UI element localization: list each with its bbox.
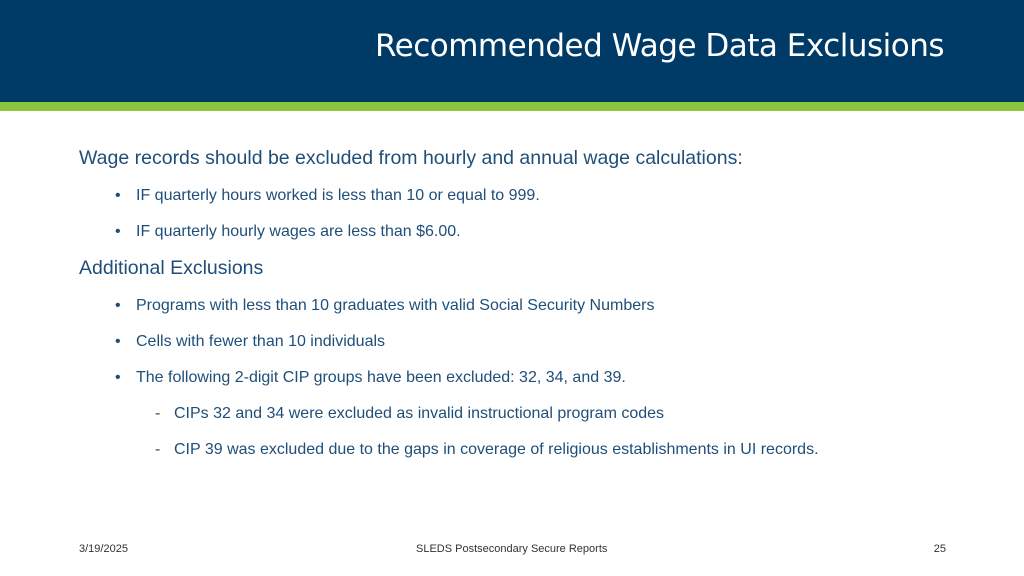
footer-date: 3/19/2025 bbox=[79, 543, 128, 555]
list-item bbox=[79, 296, 959, 316]
bullet-marker: • bbox=[115, 223, 121, 240]
sub-list-item-text: CIP 39 was excluded due to the gaps in coverage of religious establishments in UI records. bbox=[174, 441, 819, 458]
header-bar bbox=[0, 0, 1024, 102]
list-item-text: IF quarterly hours worked is less than 10 or equal to 999. bbox=[136, 187, 540, 204]
bullet-marker: • bbox=[115, 333, 121, 350]
bullet-marker: • bbox=[115, 297, 121, 314]
list-item-text: The following 2-digit CIP groups have been excluded: 32, 34, and 39. bbox=[136, 369, 626, 386]
bullet-marker: • bbox=[115, 187, 121, 204]
list-item-text: IF quarterly hourly wages are less than $6.00. bbox=[136, 223, 461, 240]
list-item bbox=[79, 368, 959, 388]
list-item bbox=[79, 332, 959, 352]
dash-marker: - bbox=[155, 441, 161, 458]
slide-title: Recommended Wage Data Exclusions bbox=[375, 28, 944, 64]
section-heading-additional-exclusions: Additional Exclusions bbox=[79, 257, 264, 279]
wage-exclusion-list bbox=[79, 186, 959, 242]
list-item bbox=[79, 186, 959, 206]
list-item-text: Cells with fewer than 10 individuals bbox=[136, 333, 386, 350]
slide-content bbox=[79, 144, 959, 460]
sub-list-item bbox=[79, 404, 959, 424]
footer-page-number: 25 bbox=[933, 543, 946, 555]
list-item bbox=[79, 222, 959, 242]
sub-list-item-text: CIPs 32 and 34 were excluded as invalid instructional program codes bbox=[174, 405, 665, 422]
cip-exclusion-sub-list bbox=[79, 404, 959, 460]
section-heading-wage-records: Wage records should be excluded from hourly and annual wage calculations: bbox=[79, 147, 743, 169]
footer-title: SLEDS Postsecondary Secure Reports bbox=[416, 543, 608, 555]
dash-marker: - bbox=[155, 405, 161, 422]
bullet-marker: • bbox=[115, 369, 121, 386]
list-item-text: Programs with less than 10 graduates with valid Social Security Numbers bbox=[136, 297, 655, 314]
additional-exclusion-list bbox=[79, 296, 959, 388]
sub-list-item bbox=[79, 440, 959, 460]
header-accent-stripe bbox=[0, 102, 1024, 111]
